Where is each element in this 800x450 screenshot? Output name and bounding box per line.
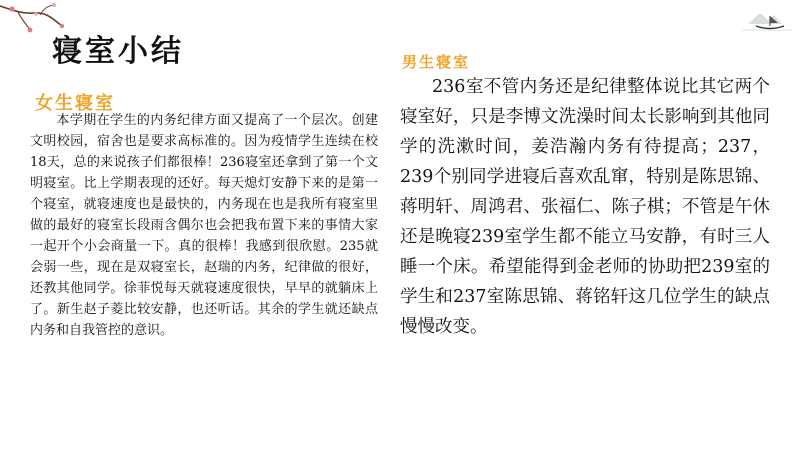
page-title: 寝室小结 — [52, 34, 184, 69]
girls-dorm-heading: 女生寝室 — [35, 93, 115, 114]
boys-dorm-heading: 男生寝室 — [402, 53, 471, 71]
girls-dorm-text: 本学期在学生的内务纪律方面又提高了一个层次。创建文明校园，宿舍也是要求高标准的。因为疫情学生连续在校18天，总的来说孩子们都很棒！236寝室还拿到了第一个文明寝室。比上学期表现的还好。每天熄灯安静下来的是第一个寝室，就寝速度也是最快的，内务现在也是我所有寝室里做的最好的寝室长段雨含偶尔也会把我布置下来的事情大家一起开个小会商量一下。真的很棒！我感到很欣慰。235就会弱一些，现在是双寝室长，赵瑞的内务，纪律做的很好，还教其他同学。徐菲悦每天就寝速度很快，早早的就躺床上了。新生赵子菱比较安静，也还听话。其余的学生就还缺点内务和自我管控的意识。 — [30, 113, 378, 338]
boys-dorm-text: 236室不管内务还是纪律整体说比其它两个寝室好，只是李博文洗澡时间太长影响到其他同学的洗漱时间，姜浩瀚内务有待提高；237，239个别同学进寝后喜欢乱窜，特别是陈思锦、蒋明轩、周鸿君、张福仁、陈子棋；不管是午休还是晚寝239室学生都不能立马安静，有时三人睡一个床。希望能得到金老师的协助把239室的学生和237室陈思锦、蒋铭轩这几位学生的缺点慢慢改变。 — [400, 77, 770, 337]
girls-dorm-paragraph — [30, 110, 378, 341]
boat-icon — [734, 4, 794, 34]
boys-dorm-paragraph — [400, 72, 770, 342]
